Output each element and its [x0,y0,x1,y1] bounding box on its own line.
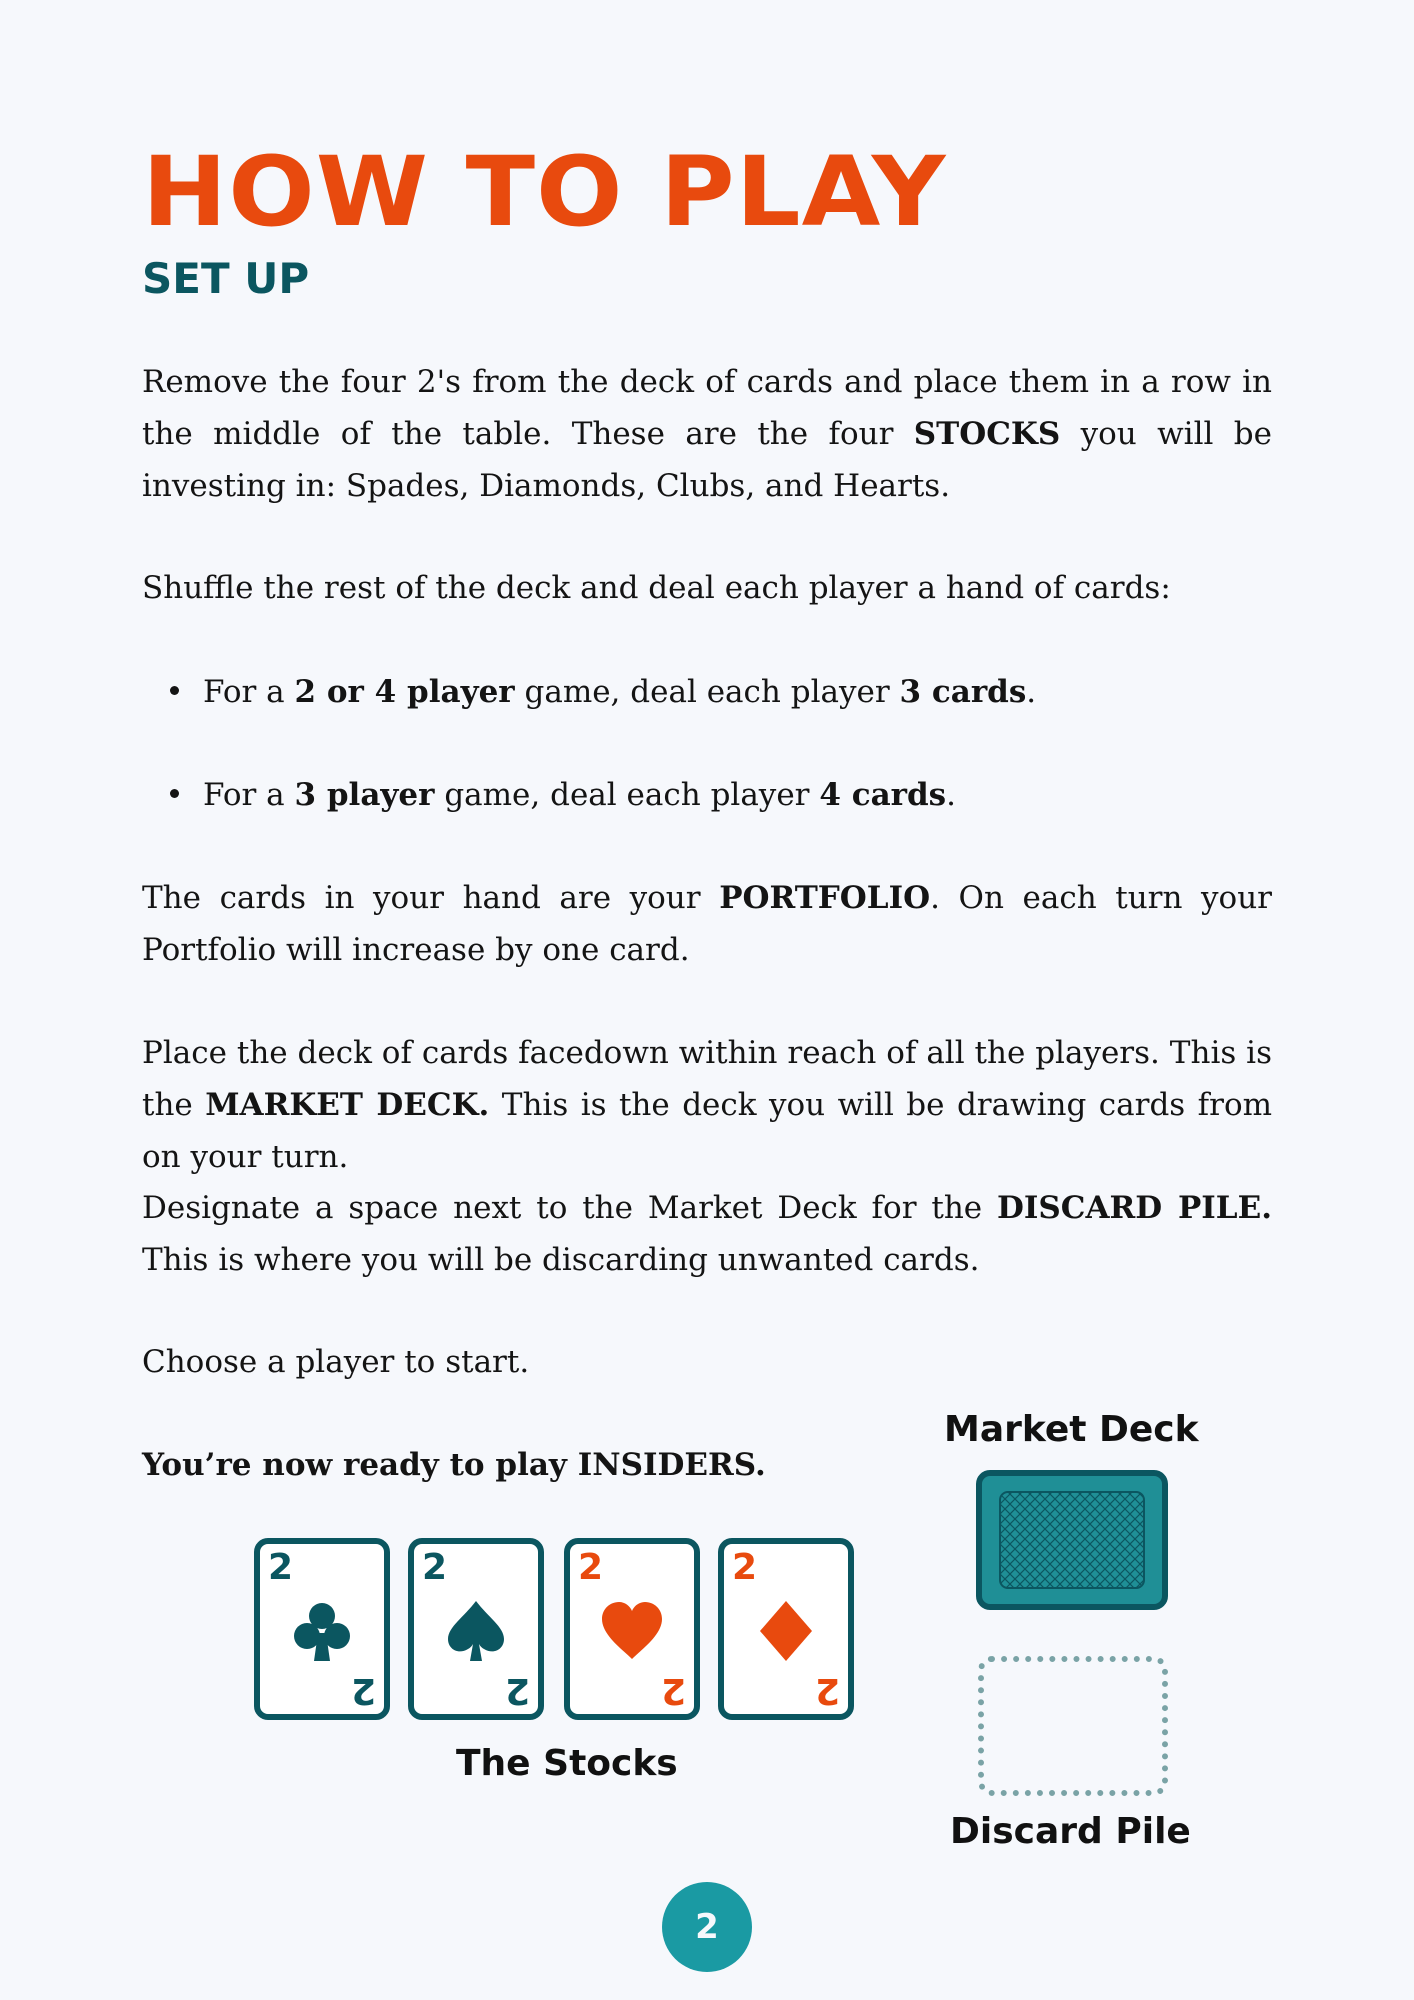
card-rank: 2 [732,1547,758,1588]
card-rank-inverted: 2 [660,1670,686,1711]
card-rank-inverted: 2 [504,1670,530,1711]
diamond-icon [754,1599,818,1663]
page-title: HOW TO PLAY [142,136,947,248]
paragraph-ready-to-play: You’re now ready to play INSIDERS. [142,1447,766,1483]
card-rank: 2 [578,1547,604,1588]
stock-card-diamonds [718,1538,854,1720]
discard-pile-label: Discard Pile [950,1811,1191,1852]
paragraph-portfolio: The cards in your hand are your PORTFOLIO. On each turn your Portfolio will increase by one card. [142,880,1272,968]
card-rank: 2 [422,1547,448,1588]
bullet-dot [170,686,179,695]
stock-card-hearts [564,1538,700,1720]
card-back-pattern-icon [990,1484,1154,1596]
paragraph-remove-twos: Remove the four 2's from the deck of cards and place them in a row in the middle of the table. These are the four STOCKS you will be investing in: Spades, Diamonds, Clubs, and Hearts. [142,364,1272,504]
discard-pile-placeholder [978,1656,1168,1796]
card-rank-inverted: 2 [814,1670,840,1711]
card-rank: 2 [268,1547,294,1588]
heart-icon [600,1599,664,1663]
market-deck-label: Market Deck [944,1409,1199,1450]
bullet-item-3-players: For a 3 player game, deal each player 4 cards. [170,769,1170,821]
card-rank-inverted: 2 [350,1670,376,1711]
market-deck-card-back [976,1470,1168,1610]
stocks-label: The Stocks [456,1743,678,1784]
stock-card-spades [408,1538,544,1720]
stock-card-clubs [254,1538,390,1720]
section-title: SET UP [142,254,310,303]
bullet-item-2-or-4-players: For a 2 or 4 player game, deal each player 3 cards. [170,666,1170,718]
page-number: 2 [662,1882,752,1972]
paragraph-choose-player: Choose a player to start. [142,1344,530,1380]
spade-icon [444,1599,508,1663]
paragraph-shuffle: Shuffle the rest of the deck and deal each player a hand of cards: [142,570,1171,606]
paragraph-market-deck: Place the deck of cards facedown within reach of all the players. This is the MARKET DECK. This is the deck you will be drawing cards from on your turn. [142,1035,1273,1175]
paragraph-discard-pile: Designate a space next to the Market Deck for the DISCARD PILE. This is where you will be discarding unwanted cards. [142,1190,1272,1278]
club-icon [290,1599,354,1663]
bullet-dot [170,789,179,798]
